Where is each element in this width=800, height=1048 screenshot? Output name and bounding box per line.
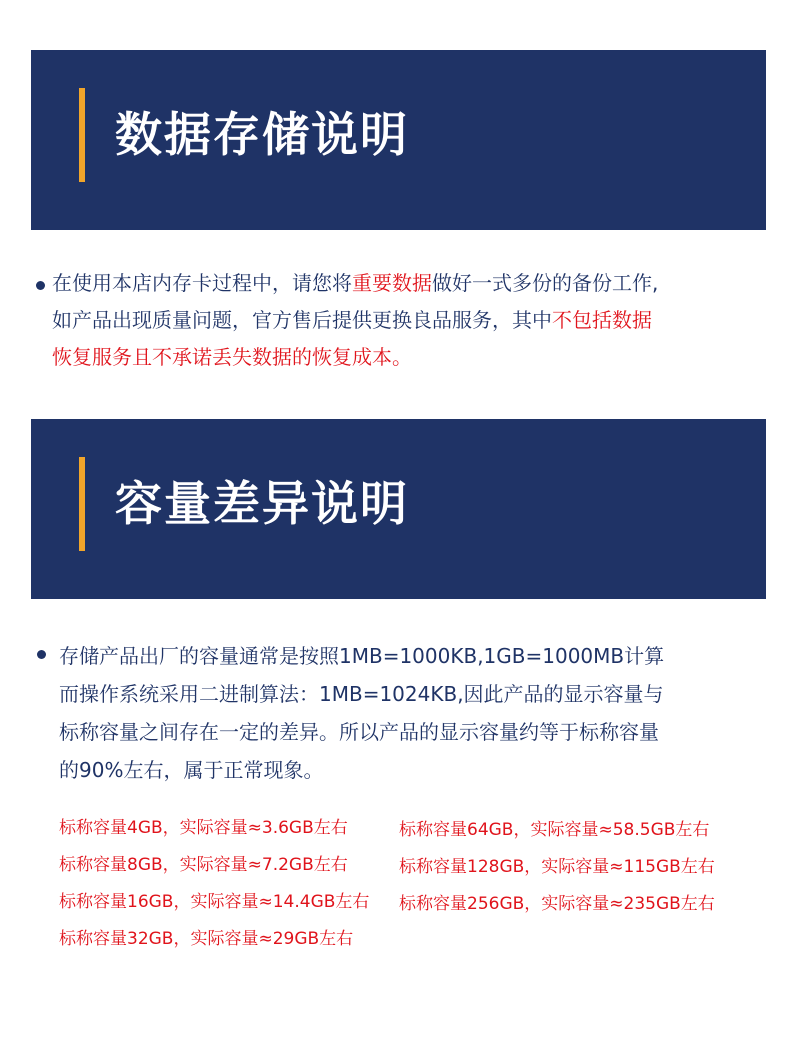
highlight-text: 不包括数据	[552, 308, 652, 332]
capacity-item: 标称容量32GB，实际容量≈29GB左右	[59, 929, 354, 949]
accent-bar	[79, 88, 85, 182]
capacity-line: 标称容量之间存在一定的差异。所以产品的显示容量约等于标称容量	[59, 720, 659, 744]
capacity-item: 标称容量16GB，实际容量≈14.4GB左右	[59, 892, 370, 912]
section-title: 数据存储说明	[115, 108, 409, 163]
note-paragraph	[52, 265, 658, 376]
highlight-text: 恢复服务且不承诺丢失数据的恢复成本。	[52, 345, 412, 369]
capacity-item: 标称容量4GB，实际容量≈3.6GB左右	[59, 818, 348, 838]
accent-bar	[79, 457, 85, 551]
bullet-icon	[37, 650, 46, 659]
capacity-item: 标称容量64GB，实际容量≈58.5GB左右	[399, 820, 710, 840]
capacity-line: 而操作系统采用二进制算法：1MB=1024KB,因此产品的显示容量与	[59, 682, 664, 706]
capacity-line: 的90%左右，属于正常现象。	[59, 758, 324, 782]
capacity-list-right	[399, 812, 715, 923]
highlight-text: 重要数据	[352, 271, 432, 295]
capacity-paragraph	[59, 637, 664, 789]
section-title: 容量差异说明	[115, 477, 409, 532]
note-line	[52, 339, 658, 376]
note-line: 在使用本店内存卡过程中，请您将重要数据做好一式多份的备份工作,	[52, 271, 659, 295]
capacity-item: 标称容量256GB，实际容量≈235GB左右	[399, 894, 715, 914]
section-banner-capacity-difference	[31, 419, 766, 599]
capacity-item: 标称容量8GB，实际容量≈7.2GB左右	[59, 855, 348, 875]
section-banner-data-storage	[31, 50, 766, 230]
note-line: 如产品出现质量问题，官方售后提供更换良品服务，其中不包括数据	[52, 308, 652, 332]
capacity-line: 存储产品出厂的容量通常是按照1MB=1000KB,1GB=1000MB计算	[59, 644, 665, 668]
capacity-item: 标称容量128GB，实际容量≈115GB左右	[399, 857, 715, 877]
bullet-icon	[36, 281, 45, 290]
capacity-list-left	[59, 810, 369, 958]
